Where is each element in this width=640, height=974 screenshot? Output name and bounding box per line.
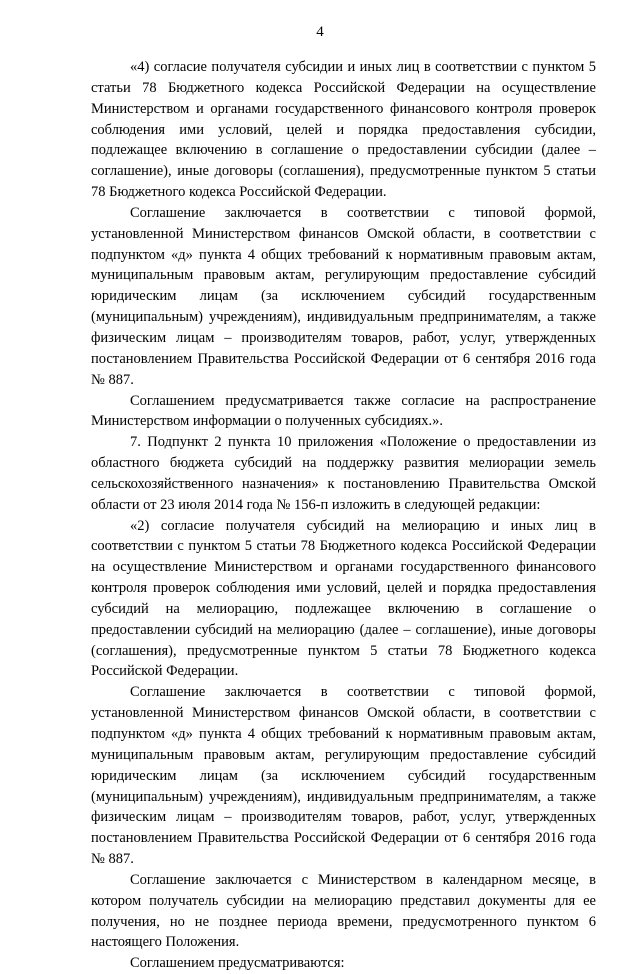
paragraph-agreement-form-2: Соглашение заключается в соответствии с типовой формой, установленной Министерством финансов Омской области, в соответствии с подпунктом «д» пункта 4 общих требований к нормативным правовым актам, муниципальным правовым актам, регулирующим предоставление субсидий юридическим лицам (за исключением субсидий государственным (муниципальным) учреждениям), индивидуальным предпринимателям, а также физическим лицам – производителям товаров, работ, услуг, утвержденных постановлением Правительства Российской Федерации от 6 сентября 2016 года № 887. <box>91 684 596 868</box>
page-number: 4 <box>316 24 324 40</box>
paragraph-agreement-timing: Соглашение заключается с Министерством в календарном месяце, в котором получатель субсидии на мелиорацию представил документы для ее получения, но не позднее периода времени, предусмотренного пунктом 6 настоящего Положения. <box>91 871 596 951</box>
paragraph-agreement-provisions: Соглашением предусматриваются: <box>130 955 345 972</box>
paragraph-consent-clause-4: «4) согласие получателя субсидии и иных лиц в соответствии с пунктом 5 статьи 78 Бюджетного кодекса Российской Федерации на осуществление Министерством и органами государственного финансового контроля проверок соблюдения ими условий, целей и порядка предоставления субсидии, подлежащее включению в соглашение о предоставлении субсидии (далее – соглашение), иные договоры (соглашения), предусмотренные пунктом 5 статьи 78 Бюджетного кодекса Российской Федерации. <box>91 59 596 201</box>
paragraph-consent-clause-2: «2) согласие получателя субсидий на мелиорацию и иных лиц в соответствии с пунктом 5 статьи 78 Бюджетного кодекса Российской Федерации на осуществление Министерством и органами государственного финансового контроля проверок соблюдения ими условий, целей и порядка предоставления субсидий на мелиорацию, подлежащее включению в соглашение о предоставлении субсидий на мелиорацию (далее – соглашение), иные договоры (соглашения), предусмотренные пунктом 5 статьи 78 Бюджетного кодекса Российской Федерации. <box>91 517 596 680</box>
paragraph-amendment-7: 7. Подпункт 2 пункта 10 приложения «Положение о предоставлении из областного бюджета субсидий на поддержку развития мелиорации земель сельскохозяйственного назначения» к постановлению Правительства Омской области от 23 июля 2014 года № 156-п изложить в следующей редакции: <box>91 434 596 513</box>
paragraph-agreement-form: Соглашение заключается в соответствии с типовой формой, установленной Министерством финансов Омской области, в соответствии с подпунктом «д» пункта 4 общих требований к нормативным правовым актам, муниципальным правовым актам, регулирующим предоставление субсидий юридическим лицам (за исключением субсидий государственным (муниципальным) учреждениям), индивидуальным предпринимателям, а также физическим лицам – производителям товаров, работ, услуг, утвержденных постановлением Правительства Российской Федерации от 6 сентября 2016 года № 887. <box>91 204 596 388</box>
document-body <box>91 57 596 974</box>
paragraph-info-dissemination: Соглашением предусматривается также согласие на распространение Министерством информации о полученных субсидиях.». <box>91 392 596 430</box>
